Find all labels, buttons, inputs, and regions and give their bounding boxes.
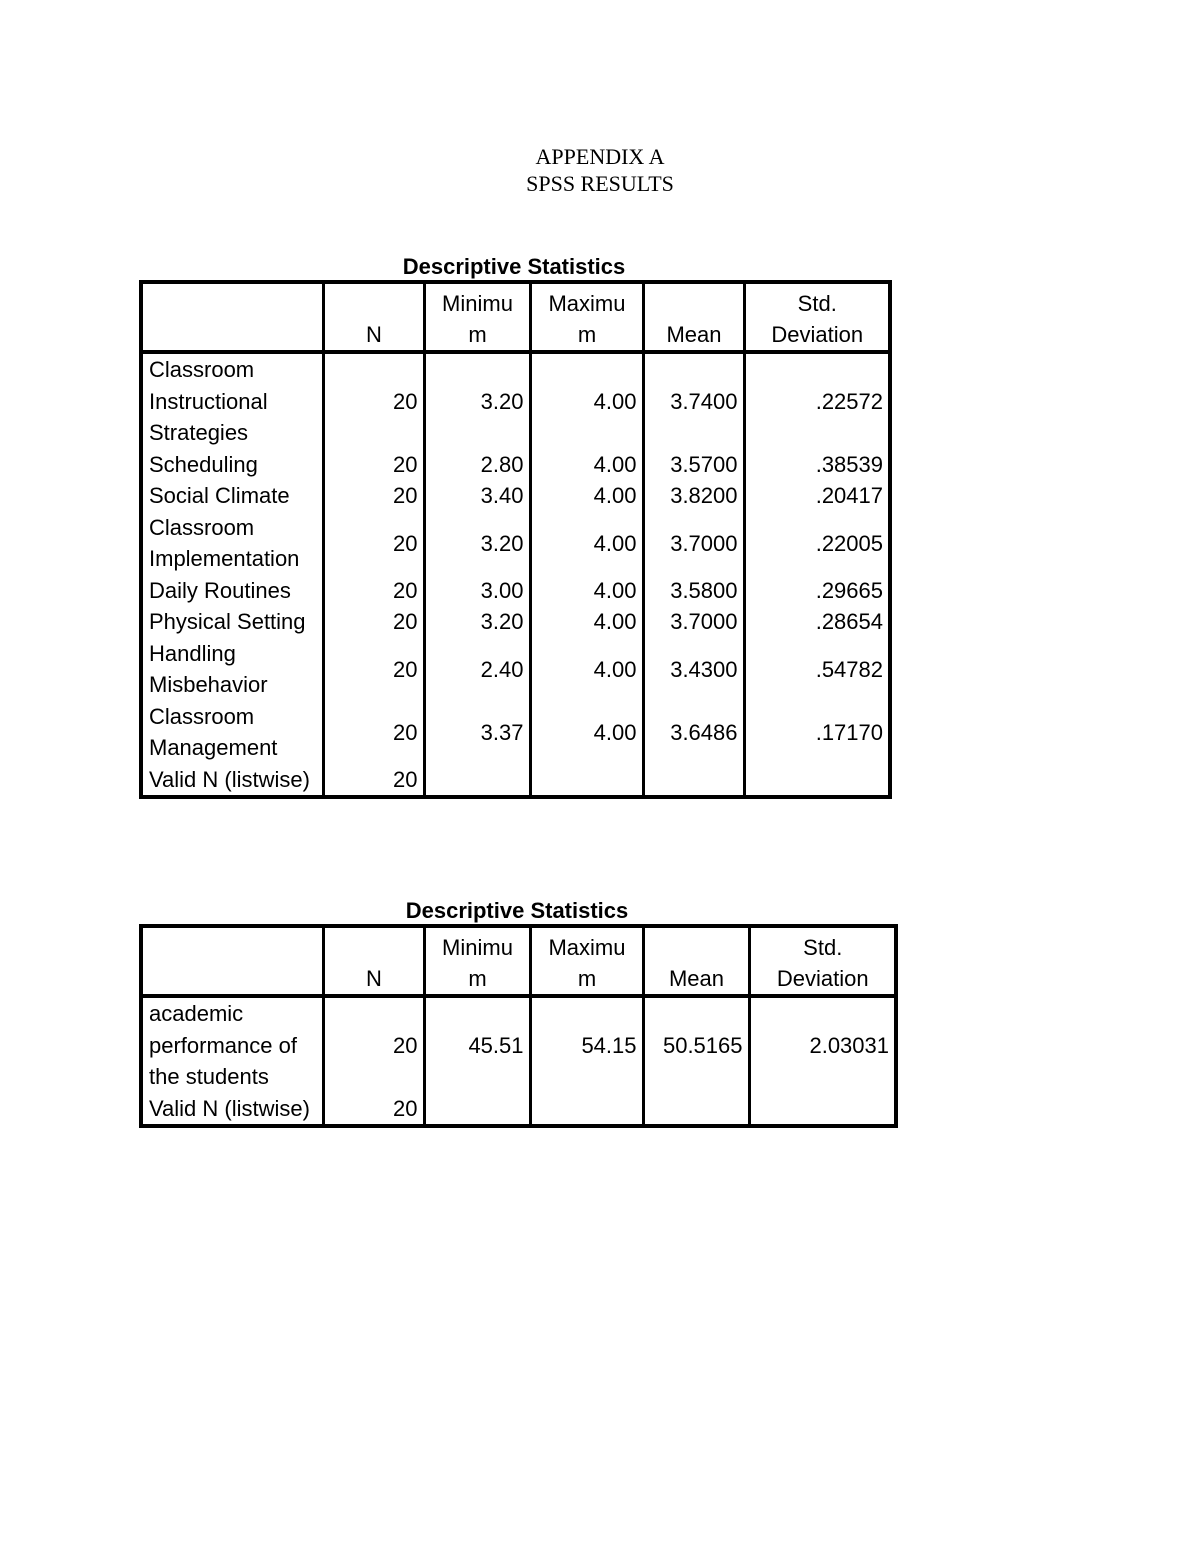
cell-n: 20 bbox=[323, 1093, 424, 1127]
cell-n: 20 bbox=[323, 701, 424, 764]
cell-max bbox=[530, 1093, 643, 1127]
header-std-deviation: Std. Deviation bbox=[744, 282, 890, 352]
cell-mean: 3.4300 bbox=[643, 638, 744, 701]
appendix-title: APPENDIX A bbox=[535, 144, 665, 169]
table-row bbox=[141, 512, 890, 575]
header-blank bbox=[141, 282, 323, 352]
row-label: Valid N (listwise) bbox=[141, 1093, 323, 1127]
cell-sd: 2.03031 bbox=[749, 996, 896, 1093]
header-n: N bbox=[323, 926, 424, 996]
table-header-row bbox=[141, 926, 896, 996]
header-std-deviation: Std. Deviation bbox=[749, 926, 896, 996]
cell-max bbox=[530, 764, 643, 798]
table-row bbox=[141, 996, 896, 1093]
table-row bbox=[141, 352, 890, 449]
cell-sd bbox=[749, 1093, 896, 1127]
table-header-row bbox=[141, 282, 890, 352]
cell-max: 4.00 bbox=[530, 480, 643, 512]
table-row bbox=[141, 764, 890, 798]
header-maximum: Maximu m bbox=[530, 282, 643, 352]
cell-sd: .38539 bbox=[744, 449, 890, 481]
cell-max: 4.00 bbox=[530, 512, 643, 575]
cell-mean: 3.8200 bbox=[643, 480, 744, 512]
cell-min: 3.20 bbox=[424, 512, 530, 575]
descriptive-stats-table-1 bbox=[139, 280, 892, 799]
cell-mean: 3.7000 bbox=[643, 512, 744, 575]
appendix-subtitle: SPSS RESULTS bbox=[526, 171, 674, 196]
cell-n: 20 bbox=[323, 575, 424, 607]
row-label: Social Climate bbox=[141, 480, 323, 512]
cell-max: 4.00 bbox=[530, 701, 643, 764]
cell-mean bbox=[643, 1093, 749, 1127]
cell-max: 4.00 bbox=[530, 575, 643, 607]
header-minimum: Minimu m bbox=[424, 926, 530, 996]
cell-sd: .28654 bbox=[744, 606, 890, 638]
row-label: Classroom Instructional Strategies bbox=[141, 352, 323, 449]
row-label: Daily Routines bbox=[141, 575, 323, 607]
table1-title: Descriptive Statistics bbox=[402, 254, 626, 279]
cell-min: 3.20 bbox=[424, 352, 530, 449]
cell-n: 20 bbox=[323, 996, 424, 1093]
cell-sd: .20417 bbox=[744, 480, 890, 512]
cell-sd: .17170 bbox=[744, 701, 890, 764]
cell-mean bbox=[643, 764, 744, 798]
table-row bbox=[141, 575, 890, 607]
cell-n: 20 bbox=[323, 449, 424, 481]
table-row bbox=[141, 638, 890, 701]
cell-mean: 3.7000 bbox=[643, 606, 744, 638]
cell-min bbox=[424, 1093, 530, 1127]
cell-min: 2.80 bbox=[424, 449, 530, 481]
cell-n: 20 bbox=[323, 764, 424, 798]
row-label: academic performance of the students bbox=[141, 996, 323, 1093]
cell-max: 54.15 bbox=[530, 996, 643, 1093]
cell-mean: 50.5165 bbox=[643, 996, 749, 1093]
cell-sd: .54782 bbox=[744, 638, 890, 701]
header-mean: Mean bbox=[643, 926, 749, 996]
header-maximum: Maximu m bbox=[530, 926, 643, 996]
cell-min: 45.51 bbox=[424, 996, 530, 1093]
descriptive-stats-table-2 bbox=[139, 924, 898, 1128]
cell-n: 20 bbox=[323, 638, 424, 701]
table-row bbox=[141, 480, 890, 512]
cell-sd: .22572 bbox=[744, 352, 890, 449]
cell-n: 20 bbox=[323, 480, 424, 512]
header-n: N bbox=[323, 282, 424, 352]
table-row bbox=[141, 449, 890, 481]
cell-mean: 3.6486 bbox=[643, 701, 744, 764]
cell-max: 4.00 bbox=[530, 606, 643, 638]
cell-n: 20 bbox=[323, 606, 424, 638]
table2-title: Descriptive Statistics bbox=[405, 898, 629, 923]
cell-mean: 3.7400 bbox=[643, 352, 744, 449]
table-row bbox=[141, 701, 890, 764]
row-label: Physical Setting bbox=[141, 606, 323, 638]
cell-max: 4.00 bbox=[530, 352, 643, 449]
row-label: Classroom Management bbox=[141, 701, 323, 764]
cell-n: 20 bbox=[323, 512, 424, 575]
cell-n: 20 bbox=[323, 352, 424, 449]
cell-min bbox=[424, 764, 530, 798]
header-mean: Mean bbox=[643, 282, 744, 352]
row-label: Classroom Implementation bbox=[141, 512, 323, 575]
header-blank bbox=[141, 926, 323, 996]
cell-max: 4.00 bbox=[530, 449, 643, 481]
cell-mean: 3.5700 bbox=[643, 449, 744, 481]
header-minimum: Minimu m bbox=[424, 282, 530, 352]
cell-min: 2.40 bbox=[424, 638, 530, 701]
row-label: Valid N (listwise) bbox=[141, 764, 323, 798]
appendix-heading bbox=[0, 143, 1200, 197]
cell-sd: .29665 bbox=[744, 575, 890, 607]
row-label: Scheduling bbox=[141, 449, 323, 481]
cell-min: 3.20 bbox=[424, 606, 530, 638]
row-label: Handling Misbehavior bbox=[141, 638, 323, 701]
cell-sd bbox=[744, 764, 890, 798]
cell-min: 3.40 bbox=[424, 480, 530, 512]
cell-min: 3.00 bbox=[424, 575, 530, 607]
cell-sd: .22005 bbox=[744, 512, 890, 575]
cell-max: 4.00 bbox=[530, 638, 643, 701]
table-row bbox=[141, 1093, 896, 1127]
table-row bbox=[141, 606, 890, 638]
cell-mean: 3.5800 bbox=[643, 575, 744, 607]
cell-min: 3.37 bbox=[424, 701, 530, 764]
